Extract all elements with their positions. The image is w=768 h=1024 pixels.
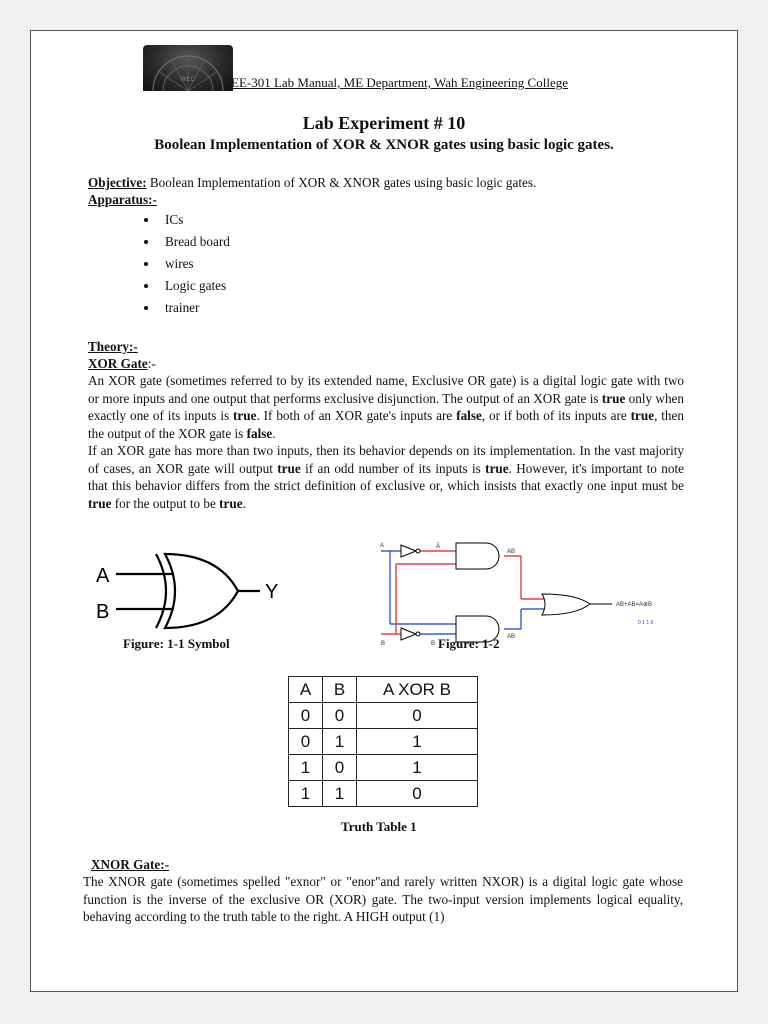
text-run: . [242,495,246,511]
text-run: . [272,425,276,441]
apparatus-heading [88,191,684,209]
text-run: if an odd number of its inputs is [300,460,486,476]
column-header: A [289,677,323,703]
or-gate [542,594,590,615]
text-run-bold: true [277,460,301,476]
xor-paragraph-1 [88,372,684,442]
xor-label-suffix: :- [147,356,156,371]
table-cell: 0 [323,703,357,729]
and-gate-top [456,543,499,569]
table-cell: 1 [289,755,323,781]
column-header: A XOR B [357,677,478,703]
circuit-label-abar: Ā [436,544,441,550]
xor-paragraph-2 [88,442,684,512]
xor-symbol-figure [88,546,298,636]
xor-heading [88,355,684,373]
objective-line [88,174,684,192]
symbol-label-y: Y [265,581,279,603]
symbol-label-a: A [96,565,110,587]
text-run-bold: true [630,408,655,423]
xnor-heading [91,856,687,874]
text-run-bold: true [219,495,243,511]
circuit-label-b: B [381,641,386,647]
table-row [289,755,478,781]
text-run: An XOR gate (sometimes referred to by its extended name, Exclusive OR gate) is a digital logic gate with two or more inputs and one output that performs exclusive disjunction. The output of an XOR gate is [88,373,684,406]
text-run-bold: true [88,495,112,511]
symbol-label-b: B [96,601,110,623]
circuit-label-ab-top: AB [507,549,516,555]
text-run: for the output to be [111,495,220,511]
objective-text: Boolean Implementation of XOR & XNOR gates using basic logic gates. [146,175,537,190]
truth-table-caption: Truth Table 1 [341,819,417,834]
document-page [30,30,738,992]
figure-caption-symbol: Figure: 1-1 Symbol [123,636,230,651]
apparatus-list [131,209,230,319]
text-run: , or if both of its inputs are [481,408,631,423]
table-cell: 0 [357,781,478,807]
figure-caption-circuit: Figure: 1-2 [438,636,500,651]
table-cell: 0 [323,755,357,781]
objective-label: Objective: [88,175,147,190]
circuit-label-bbar: B [431,641,436,647]
column-header: B [323,677,357,703]
xor-extra-arc [156,554,166,628]
list-item: • ICs [159,209,230,231]
table-cell: 1 [357,729,478,755]
xor-label: XOR Gate [88,356,148,371]
text-run: , then the output of the XOR gate is [88,408,684,441]
text-run-bold: false [246,425,273,441]
college-logo [143,45,233,91]
table-cell: 0 [289,703,323,729]
page-title: Lab Experiment # 10 [302,113,466,133]
logo-text: WEC [181,77,195,83]
table-cell: 1 [323,781,357,807]
table-cell: 0 [357,703,478,729]
text-run: . If both of an XOR gate's inputs are [256,408,457,423]
table-row [289,729,478,755]
apparatus-label: Apparatus:- [88,192,157,207]
logo-emblem-icon [143,45,233,91]
text-run: only when exactly one of its inputs is [88,390,684,423]
not-gate-a [401,545,416,557]
table-cell: 1 [323,729,357,755]
list-item: • Bread board [159,231,230,253]
xnor-label: XNOR Gate:- [91,857,170,872]
table-header-row [289,677,478,703]
xnor-paragraph: The XNOR gate (sometimes spelled "exnor" or "enor"and rarely written NXOR) is a digital logic gate whose function is the inverse of the exclusive OR (XOR) gate. The two-input version implements logical equality, behaving according to the truth table to the right. A HIGH output (1) [83,874,683,924]
xor-truth-table [288,676,478,807]
table-cell: 0 [289,729,323,755]
table-cell: 1 [289,781,323,807]
circuit-label-ab-bottom: AB [507,634,516,640]
table-row [289,781,478,807]
text-run: If an XOR gate has more than two inputs, then its behavior depends on its implementation. In the vast majority of cases, an XOR gate will output [88,443,684,476]
theory-label: Theory:- [88,339,138,354]
circuit-label-output-values: 0 1 1 0 [638,620,654,626]
text-run-bold: true [485,460,509,476]
text-run-bold: true [233,408,257,423]
circuit-label-a: A [380,543,385,549]
circuit-label-output: AB+AB=A⊕B [616,602,653,608]
table-cell: 1 [357,755,478,781]
list-item: • wires [159,253,230,275]
text-run-bold: false [456,408,482,423]
not-gate-b [401,628,416,640]
list-item: • Logic gates [159,275,230,297]
theory-heading [88,338,684,356]
header-course-line: EE-301 Lab Manual, ME Department, Wah Engineering College [231,75,568,90]
list-item: • trainer [159,297,230,319]
text-run: . However, it's important to note that this behavior differs from the strict definition of exclusive or, which insists that exactly one input must be [88,460,684,493]
page-subtitle: Boolean Implementation of XOR & XNOR gates using basic logic gates. [154,137,614,153]
text-run-bold: true [601,390,626,406]
table-row [289,703,478,729]
xor-gate-body [165,554,238,628]
